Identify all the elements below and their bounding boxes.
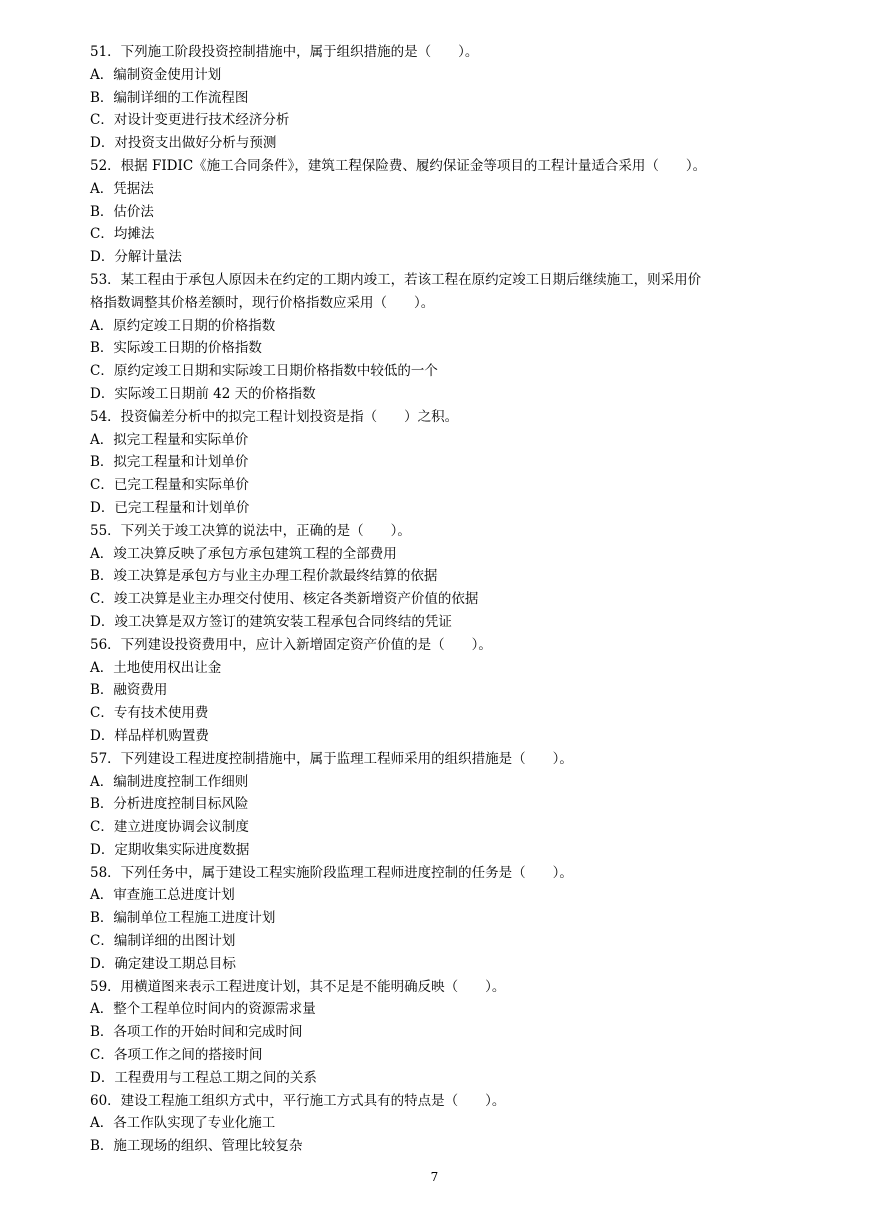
option-c: C．已完工程量和实际单价 (90, 477, 249, 494)
question-stem: 52．根据 FIDIC《施工合同条件》，建筑工程保险费、履约保证金等项目的工程计量适合采用（ ）。 (90, 157, 707, 174)
option-c: C．竣工决算是业主办理交付使用、核定各类新增资产价值的依据 (90, 591, 479, 608)
option-b: B．分析进度控制目标风险 (90, 796, 249, 813)
option-d: D．工程费用与工程总工期之间的关系 (90, 1069, 317, 1086)
option-c: C．专有技术使用费 (90, 705, 209, 722)
question-55 (90, 520, 790, 634)
question-59 (90, 976, 790, 1090)
question-stem: 56．下列建设投资费用中，应计入新增固定资产价值的是（ ）。 (90, 636, 492, 653)
option-b: B．编制单位工程施工进度计划 (90, 910, 276, 927)
question-stem: 54．投资偏差分析中的拟完工程计划投资是指（ ）之积。 (90, 408, 459, 425)
question-56 (90, 634, 790, 748)
question-page (90, 41, 790, 1158)
question-53 (90, 269, 790, 406)
question-stem: 53．某工程由于承包人原因未在约定的工期内竣工，若该工程在原约定竣工日期后继续施工，则采用价 (90, 271, 702, 288)
option-a: A．土地使用权出让金 (90, 659, 222, 676)
option-a: A．各工作队实现了专业化施工 (90, 1115, 276, 1132)
question-stem: 57．下列建设工程进度控制措施中，属于监理工程师采用的组织措施是（ ）。 (90, 750, 573, 767)
option-a: A．编制资金使用计划 (90, 66, 222, 83)
option-a: A．原约定竣工日期的价格指数 (90, 317, 276, 334)
option-d: D．样品样机购置费 (90, 727, 209, 744)
question-stem: 60．建设工程施工组织方式中，平行施工方式具有的特点是（ ）。 (90, 1092, 506, 1109)
option-d: D．实际竣工日期前 42 天的价格指数 (90, 385, 316, 402)
option-c: C．编制详细的出图计划 (90, 933, 236, 950)
option-a: A．凭据法 (90, 180, 154, 197)
question-54 (90, 406, 790, 520)
option-d: D．竣工决算是双方签订的建筑安装工程承包合同终结的凭证 (90, 613, 452, 630)
option-a: A．竣工决算反映了承包方承包建筑工程的全部费用 (90, 545, 397, 562)
question-58 (90, 862, 790, 976)
option-b: B．估价法 (90, 203, 154, 220)
option-a: A．编制进度控制工作细则 (90, 773, 249, 790)
option-b: B．编制详细的工作流程图 (90, 89, 249, 106)
option-b: B．拟完工程量和计划单价 (90, 454, 249, 471)
option-c: C．原约定竣工日期和实际竣工日期价格指数中较低的一个 (90, 363, 438, 380)
option-d: D．确定建设工期总目标 (90, 955, 236, 972)
question-stem: 59．用横道图来表示工程进度计划，其不足是不能明确反映（ ）。 (90, 978, 506, 995)
option-a: A．整个工程单位时间内的资源需求量 (90, 1001, 316, 1018)
option-b: B．融资费用 (90, 682, 168, 699)
option-c: C．对设计变更进行技术经济分析 (90, 112, 290, 129)
option-c: C．均摊法 (90, 226, 155, 243)
question-stem: 55．下列关于竣工决算的说法中，正确的是（ ）。 (90, 522, 411, 539)
question-57 (90, 748, 790, 862)
option-c: C．各项工作之间的搭接时间 (90, 1047, 263, 1064)
option-b: B．施工现场的组织、管理比较复杂 (90, 1138, 303, 1155)
page-number: 7 (430, 1170, 439, 1184)
option-b: B．各项工作的开始时间和完成时间 (90, 1024, 303, 1041)
option-d: D．分解计量法 (90, 249, 182, 266)
option-a: A．审查施工总进度计划 (90, 887, 235, 904)
question-stem: 58．下列任务中，属于建设工程实施阶段监理工程师进度控制的任务是（ ）。 (90, 864, 573, 881)
option-d: D．已完工程量和计划单价 (90, 499, 250, 516)
option-d: D．定期收集实际进度数据 (90, 841, 250, 858)
question-stem: 51．下列施工阶段投资控制措施中，属于组织措施的是（ ）。 (90, 44, 479, 60)
question-60 (90, 1090, 790, 1158)
option-a: A．拟完工程量和实际单价 (90, 431, 249, 448)
question-stem-continued: 格指数调整其价格差额时，现行价格指数应采用（ ）。 (90, 294, 435, 311)
question-51 (90, 41, 790, 155)
option-c: C．建立进度协调会议制度 (90, 819, 249, 836)
option-b: B．实际竣工日期的价格指数 (90, 340, 262, 357)
option-b: B．竣工决算是承包方与业主办理工程价款最终结算的依据 (90, 568, 438, 585)
option-d: D．对投资支出做好分析与预测 (90, 135, 277, 152)
question-52 (90, 155, 790, 269)
